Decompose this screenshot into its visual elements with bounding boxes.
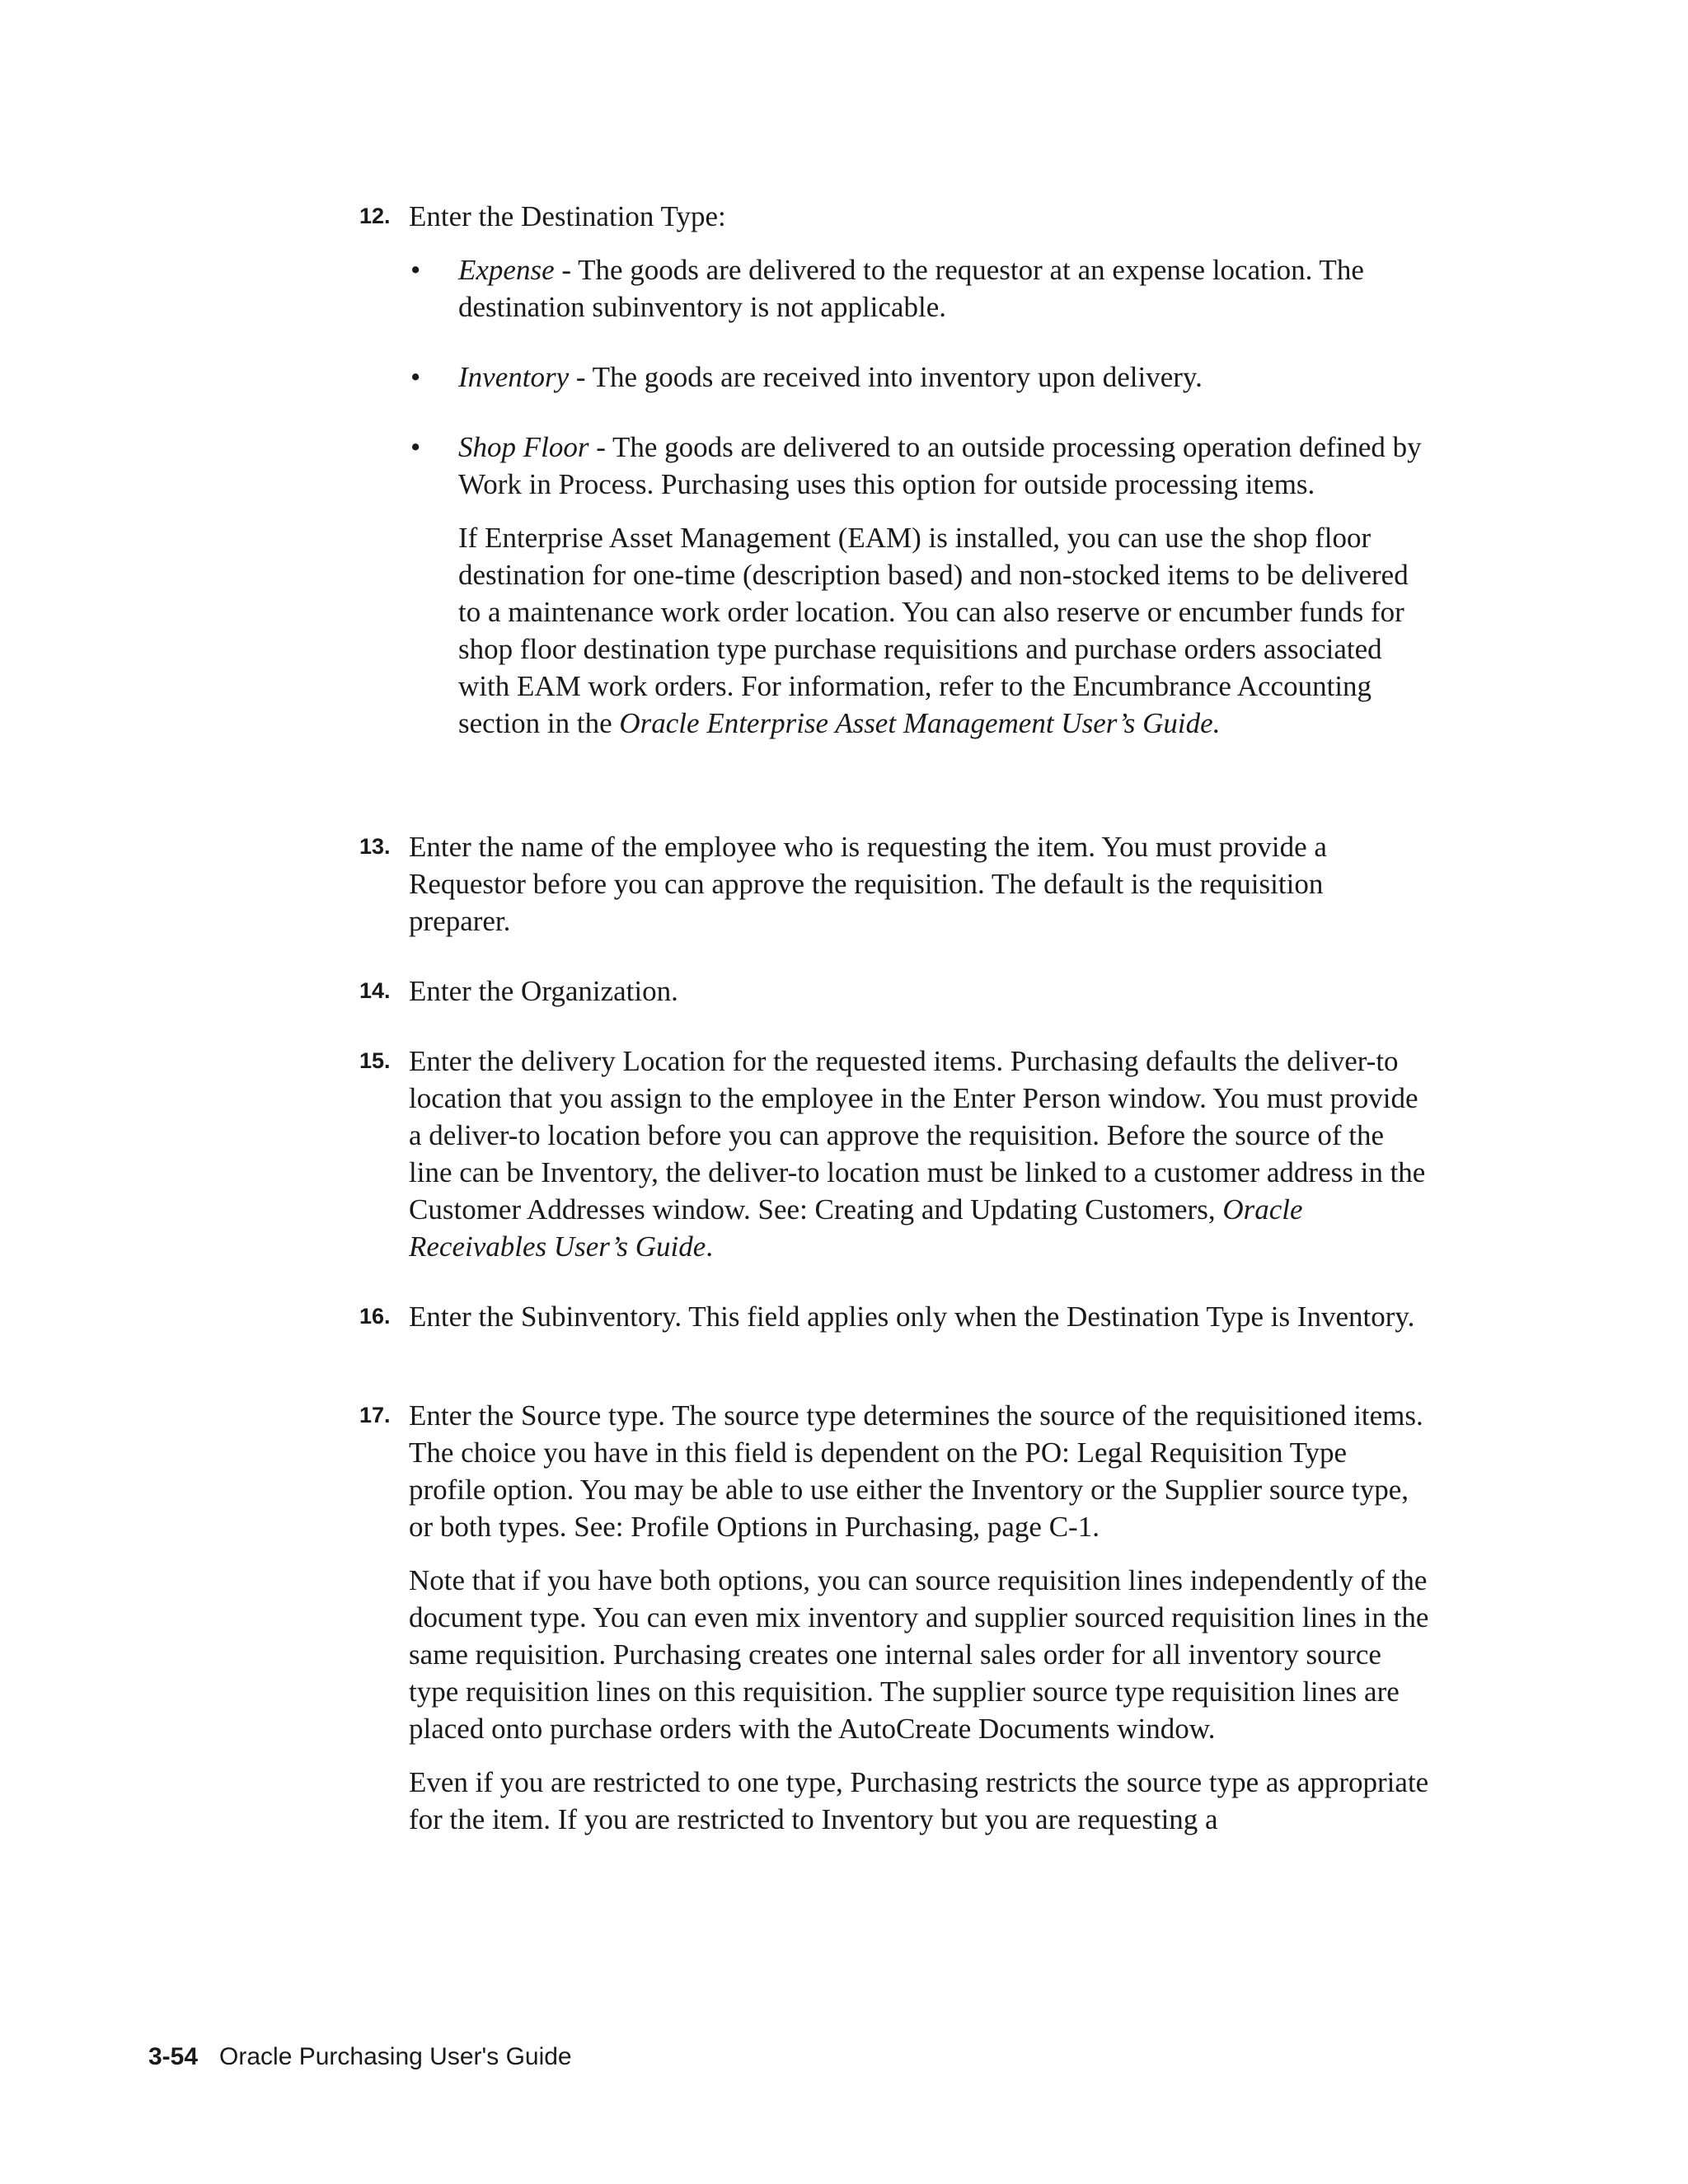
step-13 xyxy=(359,828,1431,940)
book-title: Oracle Purchasing User's Guide xyxy=(219,2043,572,2070)
eam-note xyxy=(458,519,1431,742)
bullet-icon: • xyxy=(410,361,421,393)
step-number: 14. xyxy=(359,978,391,1003)
eam-note-text: If Enterprise Asset Management (EAM) is installed, you can use the shop floor destination for one-time (description based) and non-stocked items to be delivered to a maintenance work order location. You can also reserve or encumber funds for shop floor destination type purchase requisitions and purchase orders associated with EAM work orders. For information, refer to the Encumbrance Accounting section in the xyxy=(458,522,1409,739)
bullet-text xyxy=(458,359,1431,396)
step-text: Enter the Source type. The source type determines the source of the requisitioned items. The choice you have in this field is dependent on the PO: Legal Requisition Type profile option. You may be able to use either the Inventory or the Supplier source type, or both types. See: Profile Options in Purchasing, page C-1. xyxy=(409,1399,1423,1543)
list-item-shop-floor xyxy=(409,429,1431,742)
step-body: Enter the delivery Location for the requested items. Purchasing defaults the deliver-to location that you assign to the employee in the Enter Person window. You must provide a deliver-to location before you can approve the requisition. Before the source of the line can be Inventory, the deliver-to location must be linked to a customer address in the Customer Addresses window. See: Creating and Updating Customers, xyxy=(409,1045,1426,1226)
step-number: 16. xyxy=(359,1304,391,1329)
term-description: - The goods are received into inventory upon delivery. xyxy=(569,361,1203,393)
term-description: - The goods are delivered to the requestor at an expense location. The destination subinventory is not applicable. xyxy=(458,254,1364,323)
step-paragraph-3: Even if you are restricted to one type, Purchasing restricts the source type as appropriate for the item. If you are restricted to Inventory but you are requesting a xyxy=(409,1766,1429,1835)
list-item-inventory xyxy=(409,359,1431,396)
period: . xyxy=(706,1230,714,1263)
step-15 xyxy=(359,1043,1431,1265)
step-14 xyxy=(359,972,1431,1010)
receivables-guide-reference: Oracle Receivables User’s Guide xyxy=(409,1193,1303,1263)
step-12 xyxy=(359,198,1431,235)
step-paragraph-2: Note that if you have both options, you can source requisition lines independently of the document type. You can even mix inventory and supplier sourced requisition lines in the same requisition. Purchasing creates one internal sales order for all inventory source type requisition lines on this requisition. The supplier source type requisition lines are placed onto purchase orders with the AutoCreate Documents window. xyxy=(409,1564,1429,1745)
term-expense: Expense xyxy=(458,254,555,286)
bullet-icon: • xyxy=(410,254,421,286)
step-number: 13. xyxy=(359,834,391,859)
term-shop-floor: Shop Floor xyxy=(458,431,589,463)
step-number: 17. xyxy=(359,1403,391,1427)
page-footer xyxy=(148,2042,572,2072)
page-number: 3-54 xyxy=(148,2043,199,2070)
bullet-icon: • xyxy=(410,431,421,463)
step-text: Enter the Destination Type: xyxy=(409,200,726,232)
step-text: Enter the Organization. xyxy=(409,975,678,1007)
step-text: Enter the name of the employee who is requesting the item. You must provide a Requestor before you can approve the requisition. The default is the requisition preparer. xyxy=(409,831,1327,937)
list-item-expense xyxy=(409,251,1431,326)
step-text: Enter the Subinventory. This field applies only when the Destination Type is Inventory. xyxy=(409,1301,1415,1333)
step-number: 12. xyxy=(359,204,391,228)
step-number: 15. xyxy=(359,1048,391,1073)
step-text xyxy=(409,1043,1431,1265)
destination-type-list xyxy=(409,251,1431,742)
step-16 xyxy=(359,1298,1431,1335)
eam-guide-reference: Oracle Enterprise Asset Management User’s Guide. xyxy=(619,707,1221,739)
term-description: - The goods are delivered to an outside processing operation defined by Work in Process. Purchasing uses this option for outside processing items. xyxy=(458,431,1422,500)
step-17 xyxy=(359,1397,1431,1838)
bullet-text xyxy=(458,251,1431,326)
term-inventory: Inventory xyxy=(458,361,570,393)
bullet-text xyxy=(458,429,1431,503)
